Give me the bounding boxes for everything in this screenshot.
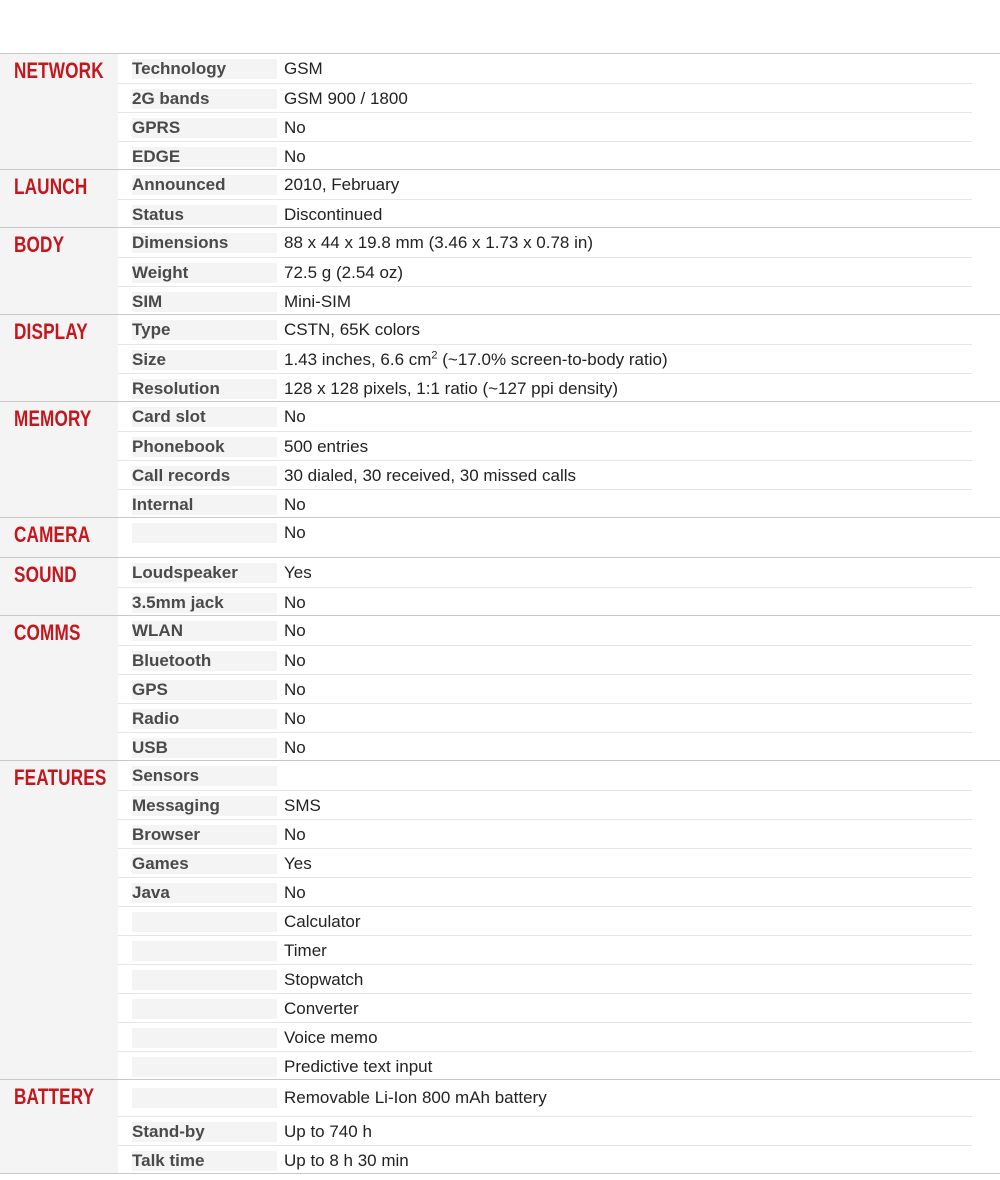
spec-value: [284, 796, 972, 816]
spec-value: [284, 651, 972, 671]
spec-row: [118, 935, 972, 965]
spec-value: [284, 999, 972, 1019]
spec-row: [118, 1022, 972, 1052]
spec-value-text: 72.5 g (2.54 oz): [284, 263, 404, 282]
spec-row: [118, 761, 972, 790]
spec-value: [284, 292, 972, 312]
section-title: BATTERY: [14, 1084, 95, 1109]
spec-label: Announced: [132, 175, 277, 195]
spec-value-text: No: [284, 523, 306, 542]
spec-row: [118, 732, 972, 762]
section-header: [0, 616, 118, 761]
spec-value: [284, 1088, 972, 1108]
spec-label: [132, 912, 277, 932]
spec-label: Resolution: [132, 379, 277, 399]
spec-value: [284, 466, 972, 486]
spec-row: [118, 906, 972, 936]
spec-value-text: 128 x 128 pixels, 1:1 ratio (~127 ppi density): [284, 379, 619, 398]
spec-label: GPRS: [132, 118, 277, 138]
spec-value-text: Calculator: [284, 912, 361, 931]
spec-value-text: 1.43 inches, 6.6 cm: [284, 350, 432, 369]
spec-value-text: Stopwatch: [284, 970, 364, 989]
spec-value-text: No: [284, 495, 306, 514]
spec-value-text: No: [284, 680, 306, 699]
spec-row: [118, 373, 972, 403]
spec-value-text: Up to 740 h: [284, 1122, 372, 1141]
spec-label: Dimensions: [132, 233, 277, 253]
spec-section-memory: [0, 401, 1000, 518]
spec-value-text: 88 x 44 x 19.8 mm (3.46 x 1.73 x 0.78 in): [284, 233, 593, 252]
spec-value-text: 500 entries: [284, 437, 369, 456]
spec-value: [284, 680, 972, 700]
spec-label: Phonebook: [132, 437, 277, 457]
section-header: [0, 402, 118, 518]
spec-label: USB: [132, 738, 277, 758]
spec-label: [132, 1028, 277, 1048]
spec-row: [118, 964, 972, 994]
spec-value-text: No: [284, 709, 306, 728]
spec-label: Browser: [132, 825, 277, 845]
spec-section-display: [0, 314, 1000, 402]
spec-label: Talk time: [132, 1151, 277, 1171]
spec-value: [284, 320, 972, 340]
spec-value-text: No: [284, 118, 306, 137]
section-title: SOUND: [14, 562, 77, 587]
spec-value: [284, 1151, 972, 1171]
section-header: [0, 761, 118, 1080]
section-title: LAUNCH: [14, 174, 88, 199]
spec-value: [284, 175, 972, 195]
spec-row: [118, 790, 972, 820]
spec-label: WLAN: [132, 621, 277, 641]
spec-label: [132, 523, 277, 543]
spec-value: [284, 593, 972, 613]
spec-value-text: CSTN, 65K colors: [284, 320, 421, 339]
spec-label: Internal: [132, 495, 277, 515]
spec-value: [284, 941, 972, 961]
spec-value-text: Mini-SIM: [284, 292, 352, 311]
section-header: [0, 170, 118, 228]
spec-value: [284, 738, 972, 758]
spec-label: Bluetooth: [132, 651, 277, 671]
spec-section-camera: [0, 517, 1000, 558]
spec-label: GPS: [132, 680, 277, 700]
spec-value-text: No: [284, 883, 306, 902]
spec-row: [118, 518, 972, 558]
spec-value: [284, 495, 972, 515]
section-header: [0, 1080, 118, 1174]
spec-label: Technology: [132, 59, 277, 79]
spec-row: [118, 54, 972, 83]
spec-section-launch: [0, 169, 1000, 228]
spec-value-text: No: [284, 593, 306, 612]
spec-section-body: [0, 227, 1000, 315]
spec-value-text: Voice memo: [284, 1028, 378, 1047]
spec-row: [118, 460, 972, 490]
spec-value: [284, 407, 972, 427]
section-header: [0, 558, 118, 616]
spec-label: [132, 1057, 277, 1077]
spec-row: [118, 286, 972, 316]
spec-value: [284, 233, 972, 253]
spec-row: [118, 344, 972, 374]
table-bottom-border: [0, 1173, 1000, 1174]
spec-value-text: No: [284, 147, 306, 166]
spec-label: Sensors: [132, 766, 277, 786]
spec-row: [118, 616, 972, 645]
spec-row: [118, 1116, 972, 1146]
spec-value-text: GSM 900 / 1800: [284, 89, 408, 108]
spec-row: [118, 993, 972, 1023]
spec-section-sound: [0, 557, 1000, 616]
spec-value: [284, 205, 972, 225]
spec-value: [284, 1122, 972, 1142]
section-title: DISPLAY: [14, 319, 88, 344]
spec-value-text: GSM: [284, 59, 323, 78]
section-title: FEATURES: [14, 765, 107, 790]
spec-value: [284, 1028, 972, 1048]
spec-row: [118, 703, 972, 733]
spec-label: 3.5mm jack: [132, 593, 277, 613]
spec-label: [132, 941, 277, 961]
spec-value-text: No: [284, 621, 306, 640]
spec-section-battery: [0, 1079, 1000, 1174]
section-header: [0, 315, 118, 402]
spec-row: [118, 558, 972, 587]
spec-label: Messaging: [132, 796, 277, 816]
spec-value-text: Up to 8 h 30 min: [284, 1151, 409, 1170]
spec-value: [284, 854, 972, 874]
spec-row: [118, 170, 972, 199]
spec-section-network: [0, 53, 1000, 170]
spec-value-text: Yes: [284, 854, 312, 873]
spec-row: [118, 83, 972, 113]
spec-value: [284, 523, 972, 543]
spec-value-text-after: (~17.0% screen-to-body ratio): [437, 350, 668, 369]
spec-value: [284, 147, 972, 167]
section-title: COMMS: [14, 620, 81, 645]
spec-label: [132, 1088, 277, 1108]
section-header: [0, 54, 118, 170]
spec-value-text: No: [284, 651, 306, 670]
section-title: MEMORY: [14, 406, 92, 431]
section-title: NETWORK: [14, 58, 104, 83]
spec-value: [284, 437, 972, 457]
spec-section-features: [0, 760, 1000, 1080]
spec-value: [284, 970, 972, 990]
section-title: BODY: [14, 232, 65, 257]
spec-section-comms: [0, 615, 1000, 761]
spec-row: [118, 315, 972, 344]
spec-value-text: No: [284, 825, 306, 844]
spec-row: [118, 199, 972, 229]
spec-row: [118, 819, 972, 849]
section-title: CAMERA: [14, 522, 91, 547]
spec-row: [118, 489, 972, 519]
spec-value-text: Predictive text input: [284, 1057, 433, 1076]
spec-value: [284, 709, 972, 729]
spec-row: [118, 1145, 972, 1175]
spec-label: Loudspeaker: [132, 563, 277, 583]
spec-row: [118, 587, 972, 617]
spec-label: [132, 970, 277, 990]
spec-value-superscript: 2: [431, 349, 438, 362]
spec-row: [118, 1051, 972, 1081]
spec-row: [118, 228, 972, 257]
spec-label: EDGE: [132, 147, 277, 167]
spec-value-text: 2010, February: [284, 175, 400, 194]
spec-value: [284, 912, 972, 932]
spec-value: [284, 563, 972, 583]
spec-label: 2G bands: [132, 89, 277, 109]
spec-row: [118, 848, 972, 878]
spec-row: [118, 112, 972, 142]
spec-label: Weight: [132, 263, 277, 283]
spec-row: [118, 645, 972, 675]
spec-value: [284, 379, 972, 399]
spec-value: [284, 263, 972, 283]
spec-row: [118, 877, 972, 907]
section-header: [0, 518, 118, 558]
spec-label: Size: [132, 350, 277, 370]
spec-row: [118, 1080, 972, 1116]
spec-value: [284, 350, 972, 370]
spec-row: [118, 257, 972, 287]
spec-label: [132, 999, 277, 1019]
spec-label: Card slot: [132, 407, 277, 427]
spec-row: [118, 674, 972, 704]
spec-value-text: No: [284, 407, 306, 426]
spec-value-text: 30 dialed, 30 received, 30 missed calls: [284, 466, 576, 485]
spec-value-text: Removable Li-Ion 800 mAh battery: [284, 1088, 547, 1107]
spec-label: Type: [132, 320, 277, 340]
spec-label: Radio: [132, 709, 277, 729]
spec-row: [118, 431, 972, 461]
spec-value-text: Timer: [284, 941, 327, 960]
spec-value: [284, 89, 972, 109]
spec-value-text: Converter: [284, 999, 359, 1018]
spec-label: Status: [132, 205, 277, 225]
spec-value: [284, 59, 972, 79]
spec-value-text: No: [284, 738, 306, 757]
spec-row: [118, 141, 972, 171]
spec-value: [284, 621, 972, 641]
spec-value-text: Yes: [284, 563, 312, 582]
spec-label: Stand-by: [132, 1122, 277, 1142]
spec-label: Games: [132, 854, 277, 874]
spec-value: [284, 883, 972, 903]
spec-value-text: SMS: [284, 796, 321, 815]
spec-row: [118, 402, 972, 431]
spec-value: [284, 118, 972, 138]
spec-value: [284, 825, 972, 845]
spec-label: Call records: [132, 466, 277, 486]
spec-label: SIM: [132, 292, 277, 312]
spec-value-text: Discontinued: [284, 205, 383, 224]
spec-label: Java: [132, 883, 277, 903]
spec-value: [284, 1057, 972, 1077]
section-header: [0, 228, 118, 315]
